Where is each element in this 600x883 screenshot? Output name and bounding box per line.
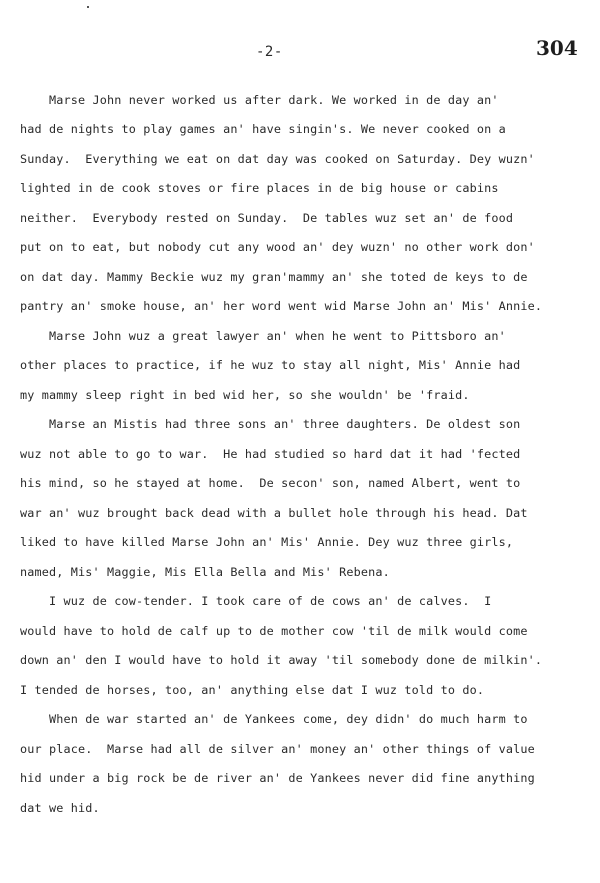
text-line: on dat day. Mammy Beckie wuz my gran'mammy an' she toted de keys to de [20,270,528,284]
text-line: lighted in de cook stoves or fire places in de big house or cabins [20,181,499,195]
text-line: wuz not able to go to war. He had studied so hard dat it had 'fected [20,447,521,461]
text-line: dat we hid. [20,801,100,815]
text-line: had de nights to play games an' have singin's. We never cooked on a [20,122,506,136]
text-line: neither. Everybody rested on Sunday. De tables wuz set an' de food [20,211,514,225]
text-line: down an' den I would have to hold it away 'til somebody done de milkin'. [20,653,543,667]
text-line: other places to practice, if he wuz to stay all night, Mis' Annie had [20,358,521,372]
text-line: liked to have killed Marse John an' Mis' Annie. Dey wuz three girls, [20,535,514,549]
text-line: named, Mis' Maggie, Mis Ella Bella and Mis' Rebena. [20,565,390,579]
text-line: put on to eat, but nobody cut any wood an' dey wuzn' no other work don' [20,240,535,254]
text-line: our place. Marse had all de silver an' money an' other things of value [20,742,535,756]
text-line: I wuz de cow-tender. I took care of de cows an' de calves. I [20,594,492,608]
text-line: Sunday. Everything we eat on dat day was cooked on Saturday. Dey wuzn' [20,152,535,166]
text-line: would have to hold de calf up to de mother cow 'til de milk would come [20,624,528,638]
text-line: Marse John wuz a great lawyer an' when he went to Pittsboro an' [20,329,506,343]
text-line: Marse an Mistis had three sons an' three daughters. De oldest son [20,417,521,431]
archive-page-number: 304 [536,36,578,60]
page-number: -2- [256,44,283,60]
text-line: I tended de horses, too, an' anything else dat I wuz told to do. [20,683,485,697]
text-line: hid under a big rock be de river an' de Yankees never did fine anything [20,771,535,785]
text-line: pantry an' smoke house, an' her word went wid Marse John an' Mis' Annie. [20,299,543,313]
text-line: his mind, so he stayed at home. De secon' son, named Albert, went to [20,476,521,490]
text-line: When de war started an' de Yankees come, dey didn' do much harm to [20,712,528,726]
paper-speck [87,6,89,8]
text-line: war an' wuz brought back dead with a bullet hole through his head. Dat [20,506,528,520]
text-line: Marse John never worked us after dark. We worked in de day an' [20,93,499,107]
text-line: my mammy sleep right in bed wid her, so she wouldn' be 'fraid. [20,388,470,402]
